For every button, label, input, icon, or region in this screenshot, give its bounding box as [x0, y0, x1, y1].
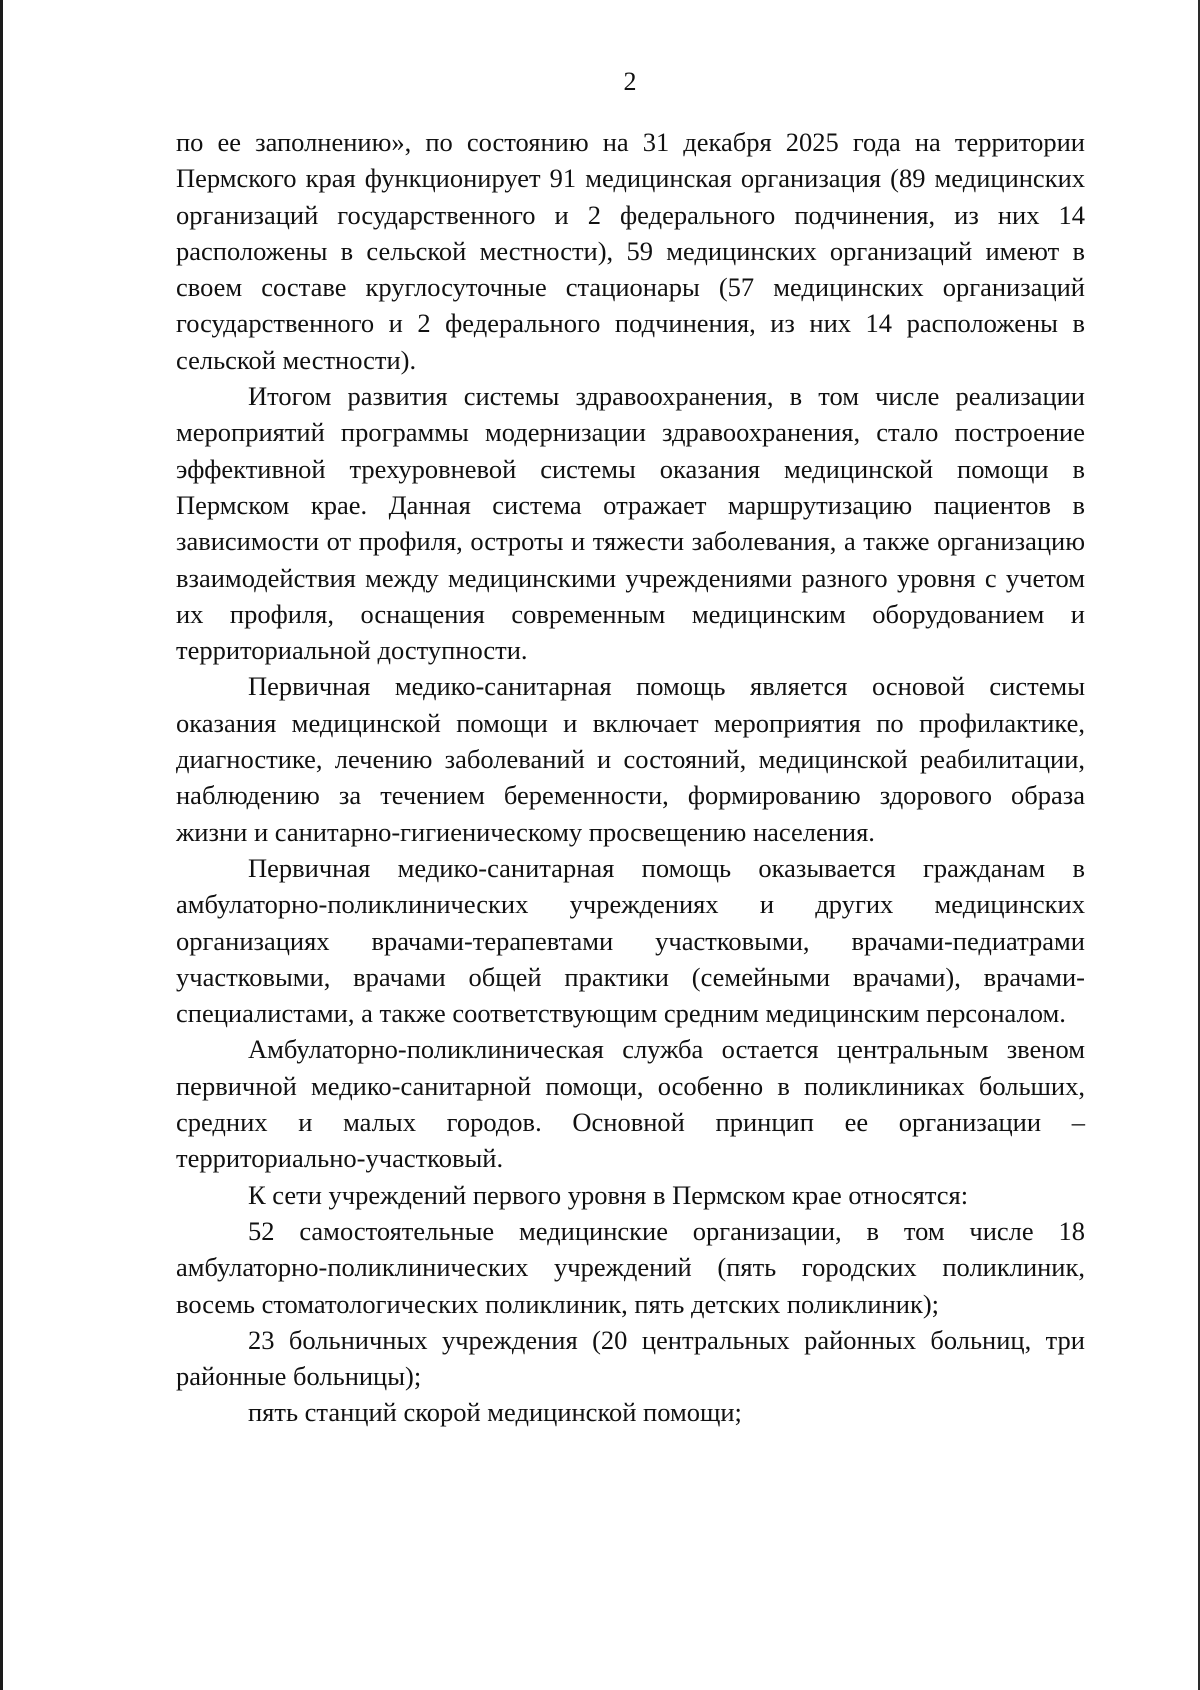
page-number: 2	[623, 67, 637, 96]
paragraph-primary-care-providers: Первичная медико-санитарная помощь оказывается гражданам в амбулаторно-поликлинических учреждениях и других медицинских организациях врачами-терапевтами участковыми, врачами-педиатрами участковыми, врачами общей практики (семейными врачами), врачами-специалистами, а также соответствующим средним медицинским персоналом.	[176, 852, 1085, 1029]
list-item-ambulance-stations: пять станций скорой медицинской помощи;	[248, 1397, 742, 1428]
paragraph-first-level-network: К сети учреждений первого уровня в Пермском крае относятся:	[248, 1179, 969, 1210]
paragraph-system-development: Итогом развития системы здравоохранения, в том числе реализации мероприятий программы модернизации здравоохранения, стало построение эффективной трехуровневой системы оказания медицинской помощи в Пермском крае. Данная система отражает маршрутизацию пациентов в зависимости от профиля, остроты и тяжести заболевания, а также организацию взаимодействия между медицинскими учреждениями разного уровня с учетом их профиля, оснащения современным медицинским оборудованием и территориальной доступности.	[176, 381, 1085, 666]
document-body	[176, 124, 1085, 1431]
list-item-independent-organizations: 52 самостоятельные медицинские организации, в том числе 18 амбулаторно-поликлинических учреждений (пять городских поликлиник, восемь стоматологических поликлиник, пять детских поликлиник);	[176, 1215, 1085, 1319]
paragraph-facilities-count: по ее заполнению», по состоянию на 31 декабря 2025 года на территории Пермского края функционирует 91 медицинская организация (89 медицинских организаций государственного и 2 федерального подчинения, из них 14 расположены в сельской местности), 59 медицинских организаций имеют в своем составе круглосуточные стационары (57 медицинских организаций государственного и 2 федерального подчинения, из них 14 расположены в сельской местности).	[176, 127, 1085, 375]
scan-border-left	[0, 0, 3, 1690]
paragraph-outpatient-service: Амбулаторно-поликлиническая служба остается центральным звеном первичной медико-санитарной помощи, особенно в поликлиниках больших, средних и малых городов. Основной принцип ее организации – территориально-участковый.	[176, 1034, 1085, 1174]
paragraph-primary-care-definition: Первичная медико-санитарная помощь является основой системы оказания медицинской помощи и включает мероприятия по профилактике, диагностике, лечению заболеваний и состояний, медицинской реабилитации, наблюдению за течением беременности, формированию здорового образа жизни и санитарно-гигиеническому просвещению населения.	[176, 671, 1085, 847]
list-item-hospital-institutions: 23 больничных учреждения (20 центральных районных больниц, три районные больницы);	[176, 1324, 1085, 1392]
